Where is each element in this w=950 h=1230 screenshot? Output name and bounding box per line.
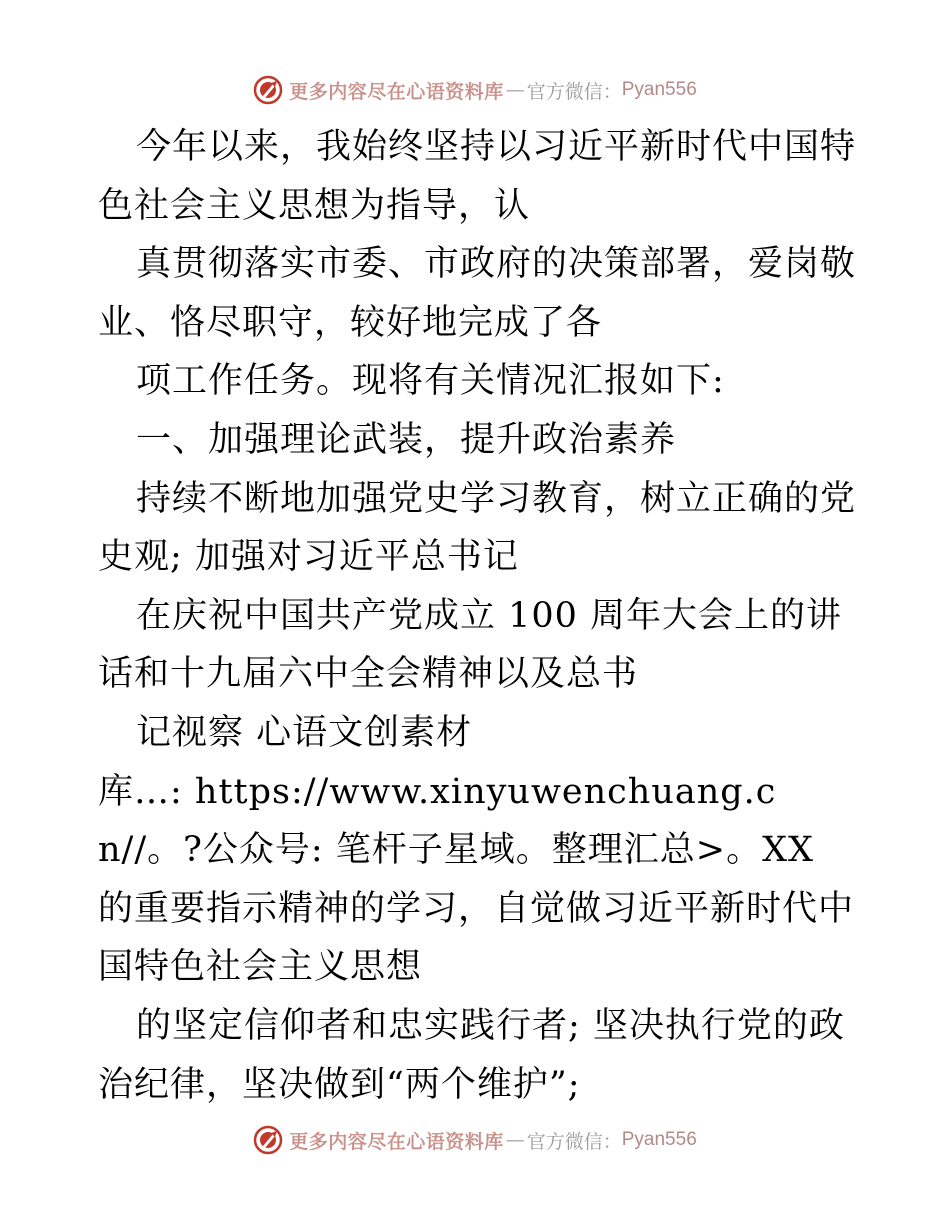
- pen-nib-logo-icon: [253, 1125, 283, 1155]
- banner-main-text: 更多内容尽在心语资料库: [289, 80, 504, 103]
- paragraph: 持续不断地加强党史学习教育，树立正确的党史观; 加强对习近平总书记: [98, 478, 857, 578]
- banner-main-text: 更多内容尽在心语资料库: [289, 1130, 504, 1153]
- banner-wechat-id: Pyan556: [621, 1129, 697, 1150]
- body-text: [98, 118, 858, 1114]
- banner-dash: —: [505, 79, 525, 101]
- paragraph: 今年以来，我始终坚持以习近平新时代中国特色社会主义思想为指导，认: [98, 127, 857, 226]
- paragraph: 记视察 心语文创素材: [136, 712, 473, 753]
- banner-label: 官方微信：: [526, 80, 622, 103]
- footer-banner: [0, 1123, 950, 1157]
- section-heading: 一、加强理论武装，提升政治素养: [136, 419, 677, 460]
- banner-label: 官方微信：: [526, 1130, 622, 1153]
- banner-wechat-id: Pyan556: [621, 79, 697, 100]
- paragraph: 的坚定信仰者和忠实践行者; 坚决执行党的政治纪律，坚决做到“两个维护”;: [98, 1005, 845, 1105]
- header-banner: [0, 73, 950, 107]
- paragraph: 在庆祝中国共产党成立 100 周年大会上的讲话和十九届六中全会精神以及总书: [98, 595, 843, 695]
- paragraph: 库…: https://www.xinyuwenchuang.cn//。?公众号: 笔杆子星域。整理汇总>。XX 的重要指示精神的学习，自觉做习近平新时代中国特色社会主义思想: [98, 771, 855, 988]
- paragraph: 项工作任务。现将有关情况汇报如下:: [136, 361, 725, 402]
- banner-dash: —: [505, 1129, 525, 1151]
- paragraph: 真贯彻落实市委、市政府的决策部署，爱岗敬业、恪尽职守，较好地完成了各: [98, 244, 857, 343]
- pen-nib-logo-icon: [253, 75, 283, 105]
